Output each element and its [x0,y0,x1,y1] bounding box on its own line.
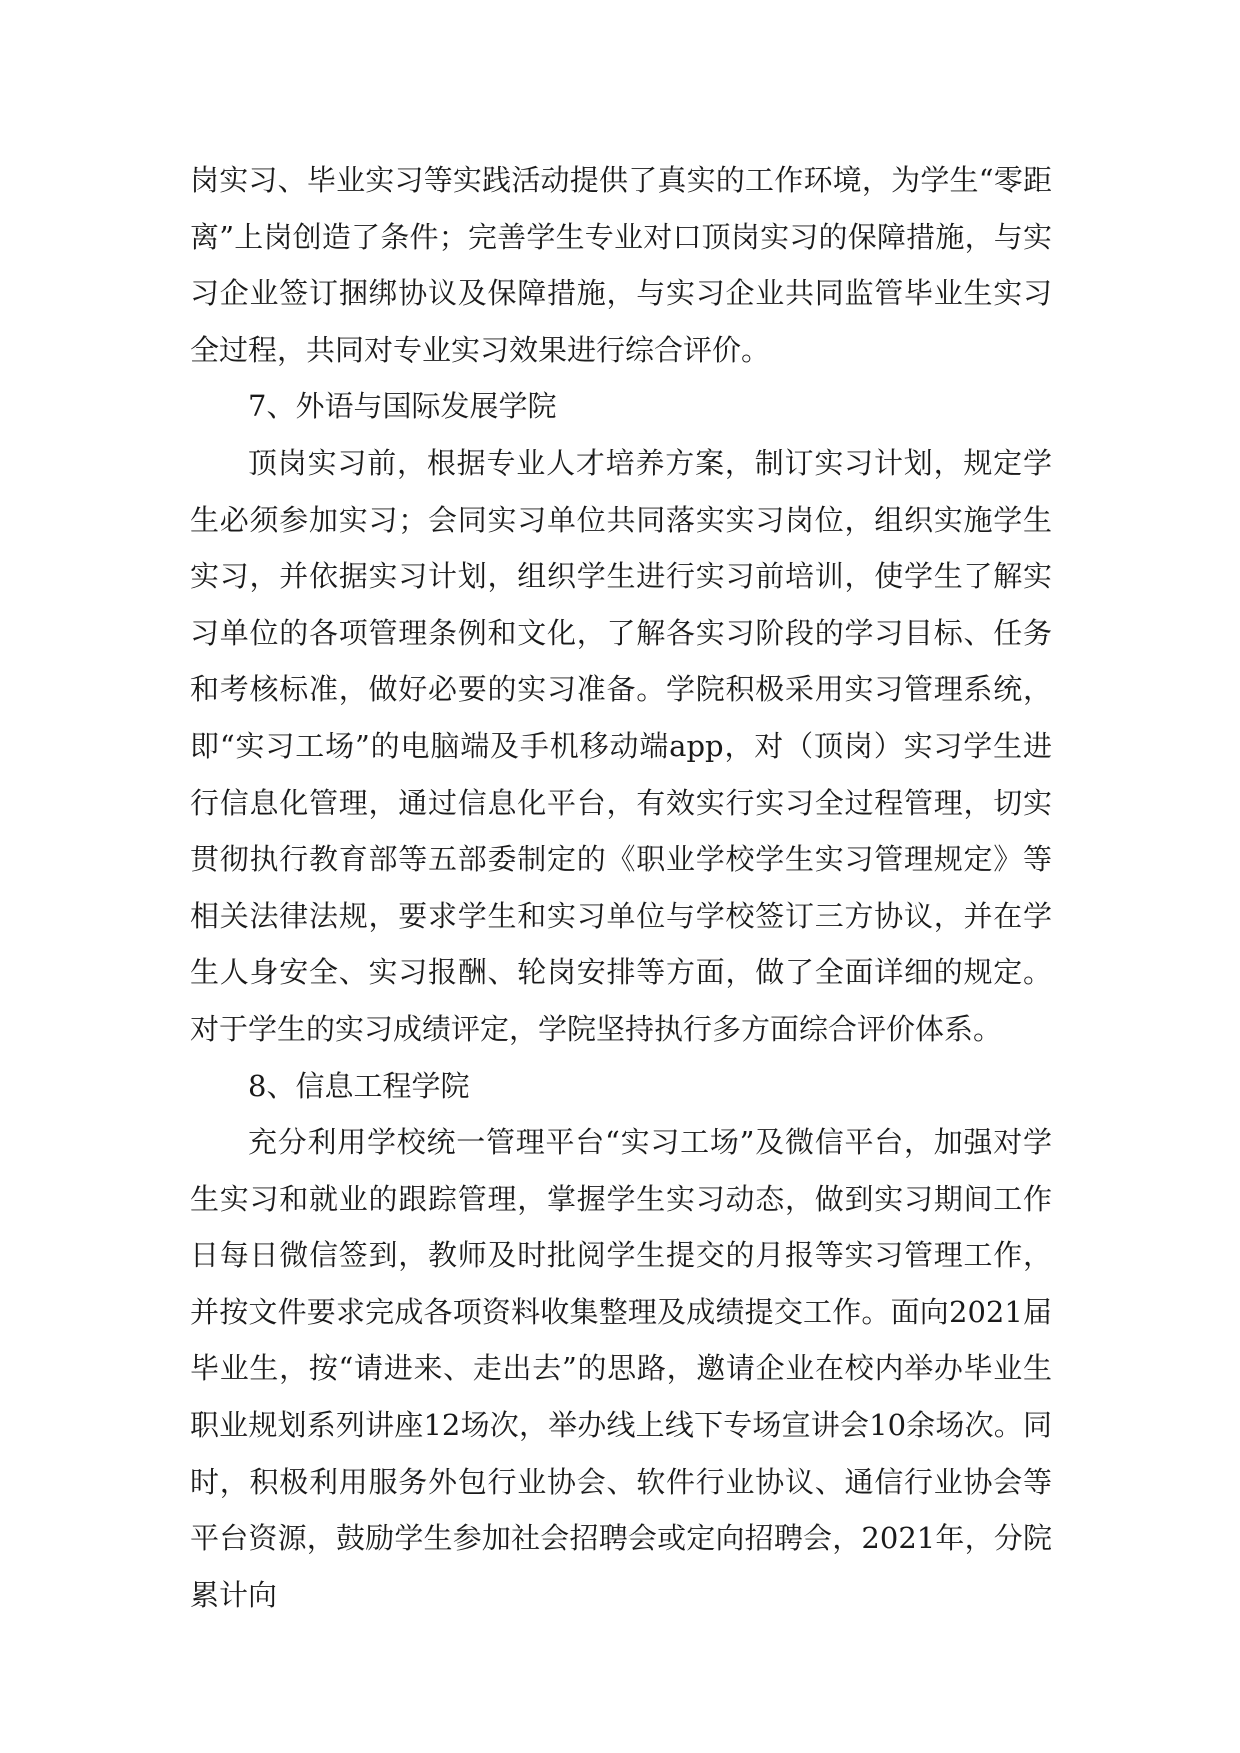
paragraph-foreign-languages-college: 顶岗实习前，根据专业人才培养方案，制订实习计划，规定学生必须参加实习；会同实习单位共同落实实习岗位，组织实施学生实习，并依据实习计划，组织学生进行实习前培训，使学生了解实习单位的各项管理条例和文化，了解各实习阶段的学习目标、任务和考核标准，做好必要的实习准备。学院积极采用实习管理系统，即“实习工场”的电脑端及手机移动端app，对（顶岗）实习学生进行信息化管理，通过信息化平台，有效实行实习全过程管理，切实贯彻执行教育部等五部委制定的《职业学校学生实习管理规定》等相关法律法规，要求学生和实习单位与学校签订三方协议，并在学生人身安全、实习报酬、轮岗安排等方面，做了全面详细的规定。对于学生的实习成绩评定，学院坚持执行多方面综合评价体系。 [190,445,1052,1046]
paragraph-information-engineering-college: 充分利用学校统一管理平台“实习工场”及微信平台，加强对学生实习和就业的跟踪管理，掌握学生实习动态，做到实习期间工作日每日微信签到，教师及时批阅学生提交的月报等实习管理工作，并按文件要求完成各项资料收集整理及成绩提交工作。面向2021届毕业生，按“请进来、走出去”的思路，邀请企业在校内举办毕业生职业规划系列讲座12场次，举办线上线下专场宣讲会10余场次。同时，积极利用服务外包行业协会、软件行业协议、通信行业协会等平台资源，鼓励学生参加社会招聘会或定向招聘会，2021年，分院累计向 [190,1125,1052,1612]
paragraph-continuation: 岗实习、毕业实习等实践活动提供了真实的工作环境，为学生“零距离”上岗创造了条件；完善学生专业对口顶岗实习的保障措施，与实习企业签订捆绑协议及保障措施，与实习企业共同监管毕业生实习全过程，共同对专业实习效果进行综合评价。 [190,163,1052,367]
section-heading-7: 7、外语与国际发展学院 [248,389,557,424]
document-page [190,152,1052,1623]
section-heading-8: 8、信息工程学院 [248,1068,470,1103]
